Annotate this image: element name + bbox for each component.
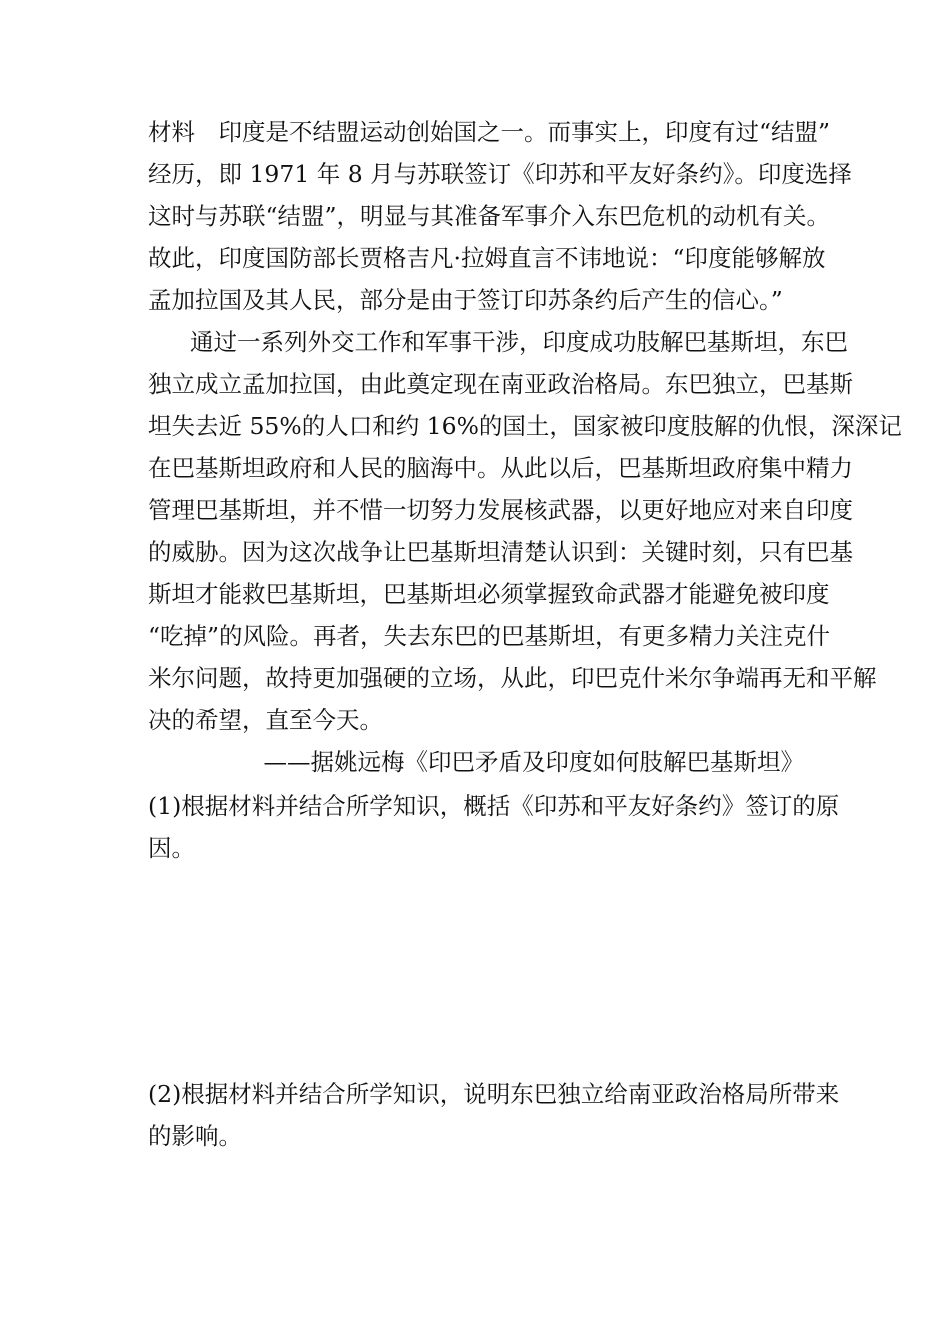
text-line: 材料 印度是不结盟运动创始国之一。而事实上，印度有过“结盟” <box>148 118 831 146</box>
text-line: 这时与苏联“结盟”，明显与其准备军事介入东巴危机的动机有关。 <box>148 202 831 230</box>
question-text: (1)根据材料并结合所学知识，概括《印苏和平友好条约》签订的原 <box>148 792 840 820</box>
text-line: 的威胁。因为这次战争让巴基斯坦清楚认识到：关键时刻，只有巴基 <box>148 538 853 566</box>
text-line: 米尔问题，故持更加强硬的立场，从此，印巴克什米尔争端再无和平解 <box>148 664 877 692</box>
question-text: (2)根据材料并结合所学知识，说明东巴独立给南亚政治格局所带来 <box>148 1080 840 1108</box>
text-line: 坦失去近 55%的人口和约 16%的国土，国家被印度肢解的仇恨，深深记 <box>148 412 902 440</box>
text-line: 管理巴基斯坦，并不惜一切努力发展核武器，以更好地应对来自印度 <box>148 496 853 524</box>
text-line: 通过一系列外交工作和军事干涉，印度成功肢解巴基斯坦，东巴 <box>190 328 848 356</box>
text-line: 独立成立孟加拉国，由此奠定现在南亚政治格局。东巴独立，巴基斯 <box>148 370 853 398</box>
source-citation: ——据姚远梅《印巴矛盾及印度如何肢解巴基斯坦》 <box>263 748 804 776</box>
text-line: 经历，即 1971 年 8 月与苏联签订《印苏和平友好条约》。印度选择 <box>148 160 852 188</box>
question-text: 的影响。 <box>148 1122 242 1150</box>
question-text: 因。 <box>148 834 195 862</box>
text-line: 故此，印度国防部长贾格吉凡·拉姆直言不讳地说：“印度能够解放 <box>148 244 826 272</box>
text-line: 在巴基斯坦政府和人民的脑海中。从此以后，巴基斯坦政府集中精力 <box>148 454 853 482</box>
text-line: 决的希望，直至今天。 <box>148 706 383 734</box>
text-line: 斯坦才能救巴基斯坦，巴基斯坦必须掌握致命武器才能避免被印度 <box>148 580 830 608</box>
text-line: 孟加拉国及其人民，部分是由于签订印苏条约后产生的信心。” <box>148 286 783 314</box>
text-line: “吃掉”的风险。再者，失去东巴的巴基斯坦，有更多精力关注克什 <box>148 622 831 650</box>
